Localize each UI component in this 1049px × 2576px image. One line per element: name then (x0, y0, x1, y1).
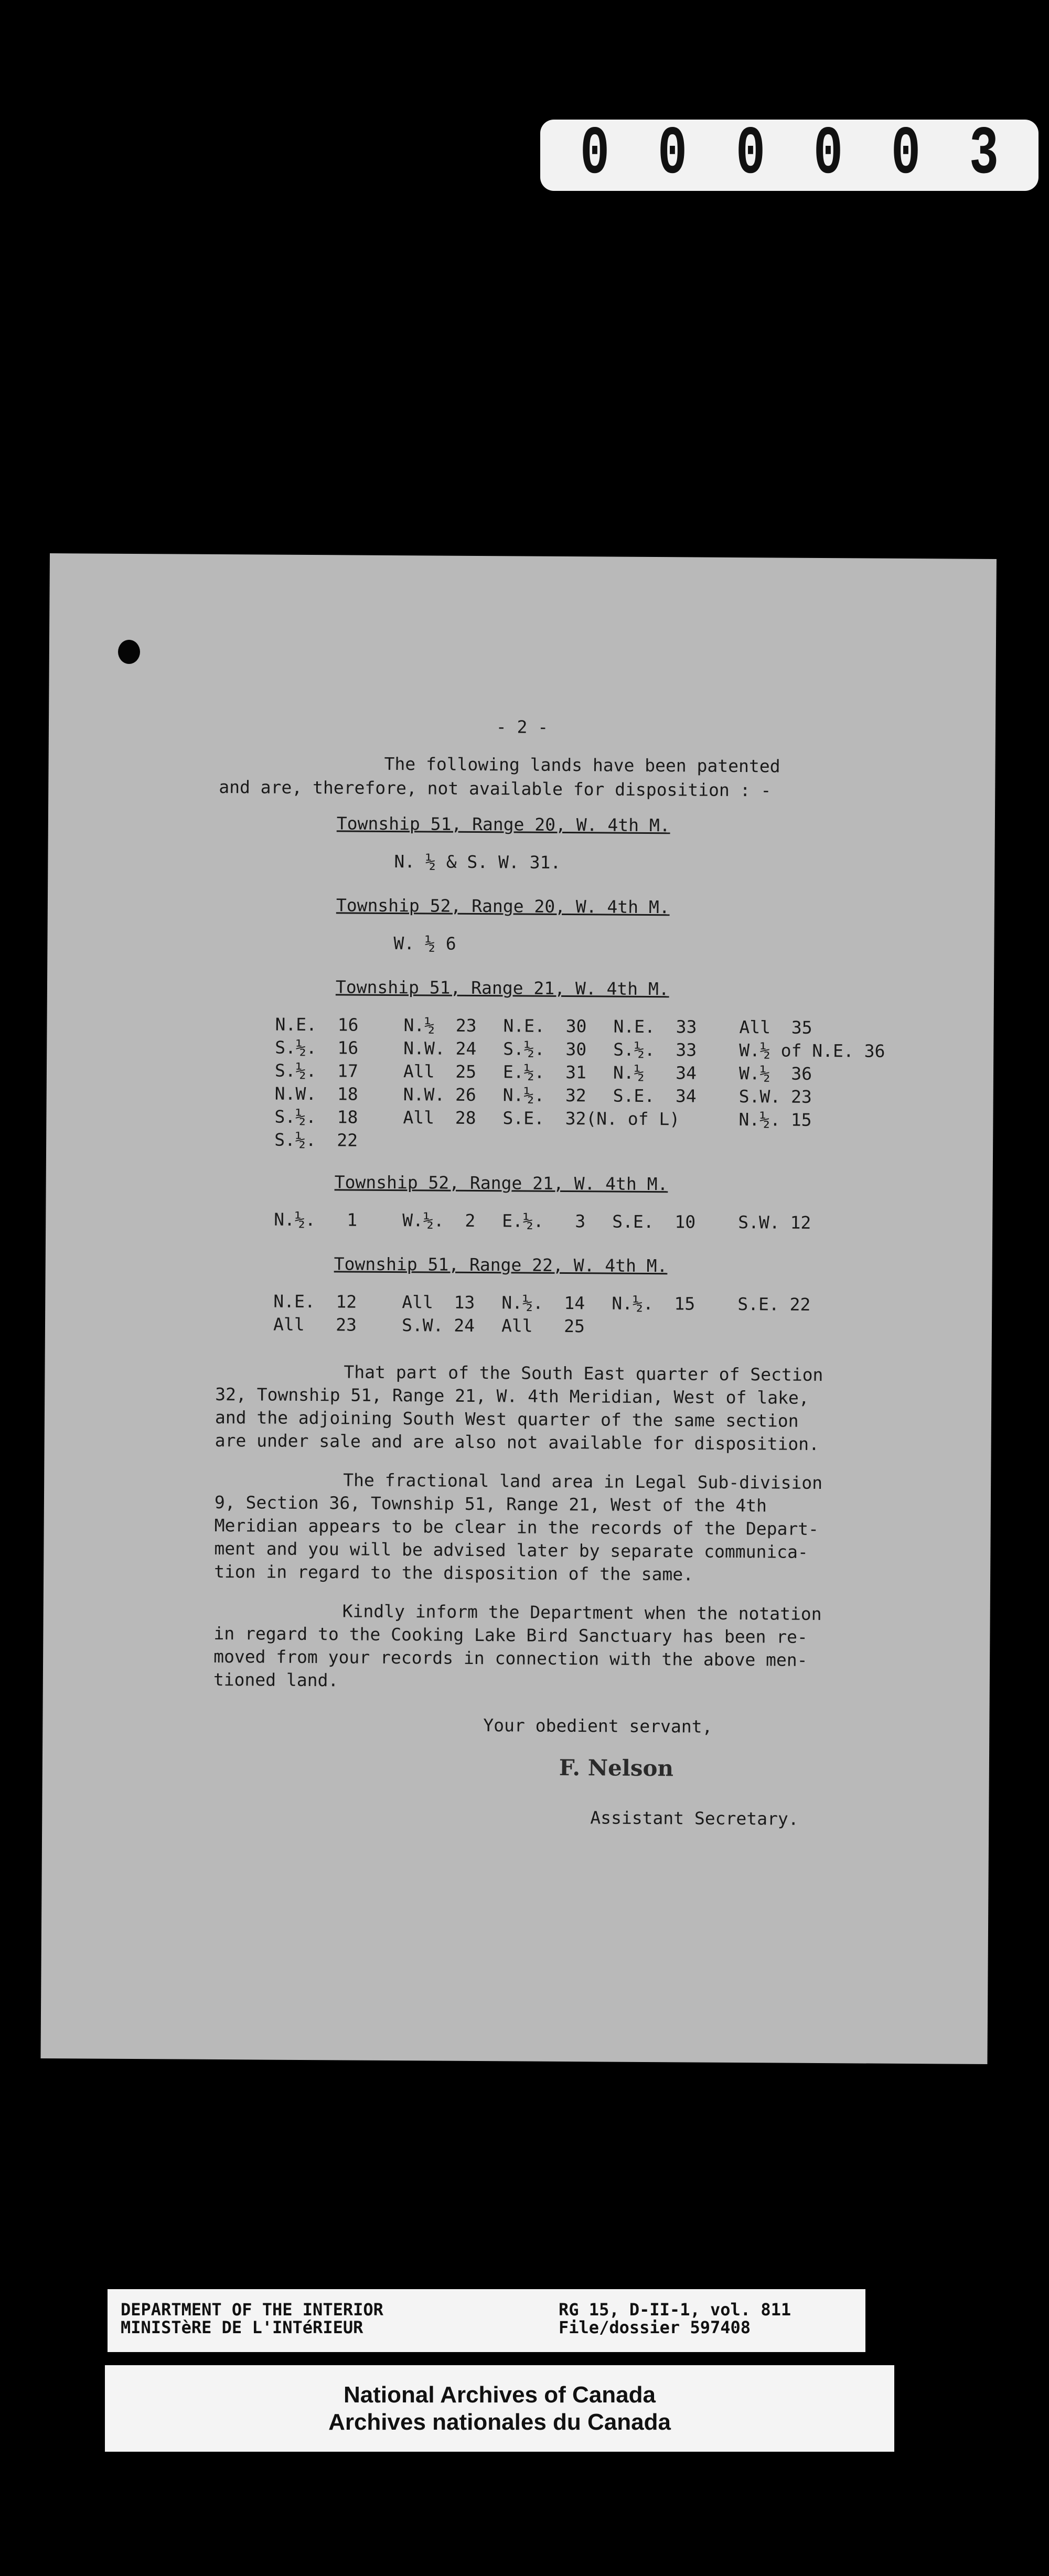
paragraph-line: in regard to the Cooking Lake Bird Sanctuary has been re- (213, 1623, 808, 1647)
letter-body (40, 553, 996, 2064)
land-parcel: N.½ 23 (403, 1015, 477, 1036)
land-parcel: N.½. 1 (274, 1209, 358, 1230)
frame-digit: 0 (735, 116, 765, 194)
land-parcel: N.E. 30 (503, 1015, 587, 1037)
land-parcel: S.W. 12 (738, 1212, 811, 1233)
closing-line: Your obedient servant, (483, 1715, 713, 1737)
record-group: RG 15, D-II-1, vol. 811 (559, 2300, 791, 2320)
land-parcel: S.½. 30 (503, 1038, 587, 1060)
dept-name-en: DEPARTMENT OF THE INTERIOR (121, 2300, 383, 2320)
land-parcel: S.½. 33 (613, 1039, 697, 1060)
land-parcel: All 35 (739, 1017, 812, 1038)
land-parcel: N. ½ & S. W. 31. (394, 851, 561, 873)
frame-digit: 0 (658, 116, 688, 194)
land-parcel: S.E. 32(N. of L) (502, 1108, 680, 1130)
land-parcel: N.W. 24 (403, 1038, 477, 1059)
land-parcel: S.½. 17 (274, 1060, 359, 1081)
land-parcel: N.W. 26 (403, 1084, 476, 1105)
frame-number-plate (540, 116, 1039, 194)
land-parcel: All 25 (501, 1315, 585, 1337)
land-parcel: All 23 (273, 1314, 357, 1335)
punch-hole (118, 640, 140, 664)
paragraph-line: 9, Section 36, Township 51, Range 21, West of the 4th (214, 1491, 767, 1516)
intro-line: The following lands have been patented (384, 753, 780, 777)
paragraph-line: moved from your records in connection with the above men- (213, 1646, 808, 1670)
township-heading: Township 51, Range 21, W. 4th M. (335, 976, 669, 1000)
land-parcel: S.½. 18 (274, 1106, 358, 1128)
paragraph-line: are under sale and are also not available for disposition. (215, 1430, 820, 1454)
archives-label (105, 2365, 894, 2452)
land-parcel: N.E. 16 (275, 1014, 359, 1035)
file-number: File/dossier 597408 (559, 2317, 751, 2337)
land-parcel: N.½. 32 (502, 1085, 586, 1106)
paragraph-line: Kindly inform the Department when the notation (342, 1601, 822, 1625)
frame-digit: 0 (580, 116, 610, 194)
land-parcel: W. ½ 6 (393, 933, 456, 954)
land-parcel: S.W. 23 (738, 1086, 812, 1107)
land-parcel: W.½ 36 (738, 1063, 812, 1084)
land-parcel: S.½. 22 (274, 1129, 358, 1151)
land-parcel: W.½. 2 (402, 1210, 476, 1231)
frame-digit: 0 (891, 116, 921, 194)
signature: F. Nelson (559, 1754, 674, 1781)
township-heading: Township 52, Range 21, W. 4th M. (334, 1172, 668, 1195)
land-parcel: N.½. 14 (501, 1292, 585, 1314)
paragraph-line: That part of the South East quarter of Section (344, 1361, 823, 1386)
township-heading: Township 51, Range 22, W. 4th M. (334, 1253, 668, 1276)
land-parcel: W.½ of N.E. 36 (739, 1040, 885, 1061)
township-heading: Township 51, Range 20, W. 4th M. (336, 813, 670, 836)
paragraph-line: tion in regard to the disposition of the same. (214, 1561, 694, 1585)
land-parcel: N.E. 12 (273, 1291, 357, 1312)
paragraph-line: ment and you will be advised later by separate communica- (214, 1538, 808, 1562)
land-parcel: N.W. 18 (274, 1083, 358, 1104)
frame-digit: 3 (969, 116, 999, 194)
township-heading: Township 52, Range 20, W. 4th M. (336, 895, 670, 918)
dept-name-fr: MINISTèRE DE L'INTéRIEUR (121, 2317, 363, 2337)
archives-name-fr: Archives nationales du Canada (328, 2409, 671, 2435)
land-parcel: S.W. 24 (401, 1315, 475, 1336)
land-parcel: E.½. 31 (502, 1061, 587, 1083)
page-number: - 2 - (496, 716, 549, 737)
frame-digit: 0 (813, 116, 843, 194)
land-parcel: E.½. 3 (502, 1210, 586, 1232)
paragraph-line: Meridian appears to be clear in the records of the Depart- (214, 1515, 819, 1539)
land-parcel: N.½. 15 (738, 1109, 812, 1130)
land-parcel: All 13 (402, 1292, 475, 1313)
paragraph-line: 32, Township 51, Range 21, W. 4th Meridian, West of lake, (215, 1383, 809, 1408)
paragraph-line: tioned land. (213, 1669, 339, 1691)
land-parcel: All 25 (403, 1061, 477, 1082)
land-parcel: N.E. 33 (613, 1016, 697, 1037)
land-parcel: All 28 (403, 1107, 476, 1128)
paragraph-line: and the adjoining South West quarter of the same section (215, 1407, 799, 1431)
paragraph-line: The fractional land area in Legal Sub-division (343, 1469, 823, 1494)
letter-page (40, 553, 996, 2064)
land-parcel: S.E. 22 (737, 1294, 811, 1315)
archives-name-en: National Archives of Canada (344, 2382, 656, 2408)
land-parcel: S.E. 10 (612, 1211, 696, 1232)
department-label (108, 2289, 865, 2352)
land-parcel: S.E. 34 (613, 1085, 697, 1107)
land-parcel: N.½. 15 (612, 1293, 695, 1314)
signatory-title: Assistant Secretary. (590, 1807, 799, 1829)
land-parcel: N.½ 34 (613, 1062, 697, 1083)
intro-line: and are, therefore, not available for disposition : - (219, 776, 772, 801)
land-parcel: S.½. 16 (275, 1037, 359, 1058)
